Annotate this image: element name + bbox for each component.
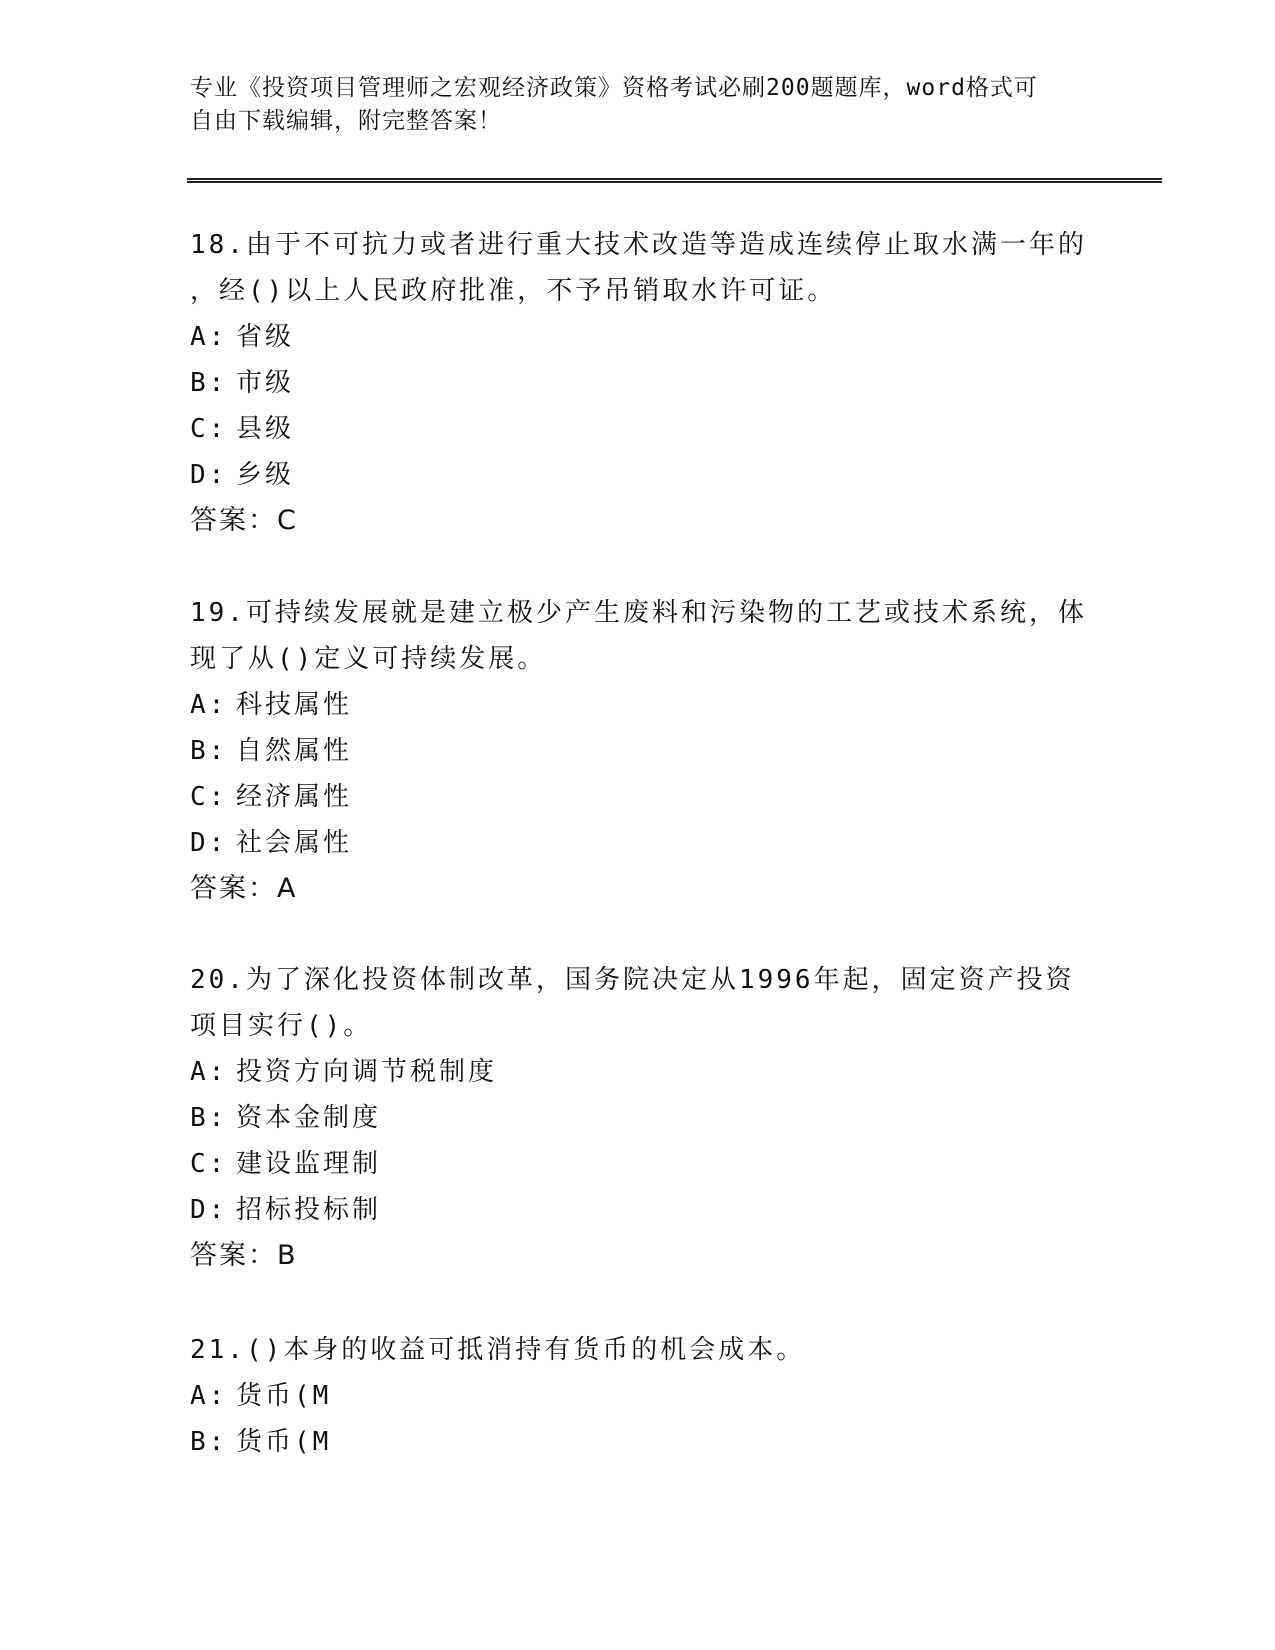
option-letter: D: xyxy=(190,828,228,858)
option-text: 乡级 xyxy=(236,460,295,490)
option-letter: C: xyxy=(190,782,228,812)
option-letter: C: xyxy=(190,1149,228,1179)
option-letter: B: xyxy=(190,1427,228,1457)
option-b xyxy=(190,1095,1090,1141)
question-text-line-1: 20.为了深化投资体制改革，国务院决定从1996年起，固定资产投资 xyxy=(190,965,1075,995)
option-letter: A: xyxy=(190,690,228,720)
question-19 xyxy=(190,590,1090,912)
option-letter: A: xyxy=(190,322,228,352)
option-letter: C: xyxy=(190,414,228,444)
option-letter: A: xyxy=(190,1381,228,1411)
question-20 xyxy=(190,957,1090,1279)
option-text: 县级 xyxy=(236,414,295,444)
option-text: 市级 xyxy=(236,368,295,398)
option-text: 经济属性 xyxy=(236,782,353,812)
option-text: 社会属性 xyxy=(236,828,353,858)
question-text-line-2: 现了从()定义可持续发展。 xyxy=(190,644,547,674)
option-text: 科技属性 xyxy=(236,690,353,720)
question-21 xyxy=(190,1327,1090,1465)
option-b xyxy=(190,728,1090,774)
document-header xyxy=(190,72,1090,138)
question-text-line-1: 18.由于不可抗力或者进行重大技术改造等造成连续停止取水满一年的 xyxy=(190,230,1087,260)
option-d xyxy=(190,1187,1090,1233)
option-text: 资本金制度 xyxy=(236,1103,382,1133)
answer-line: 答案：C xyxy=(190,505,298,536)
option-text: 货币(M xyxy=(236,1427,332,1457)
answer-line: 答案：A xyxy=(190,873,298,904)
option-text: 货币(M xyxy=(236,1381,332,1411)
option-a xyxy=(190,1049,1090,1095)
question-18 xyxy=(190,222,1090,544)
header-title-line-1: 专业《投资项目管理师之宏观经济政策》资格考试必刷200题题库，word格式可 xyxy=(190,75,1038,101)
option-text: 招标投标制 xyxy=(236,1195,382,1225)
option-letter: D: xyxy=(190,1195,228,1225)
option-text: 自然属性 xyxy=(236,736,353,766)
option-letter: A: xyxy=(190,1057,228,1087)
question-text-line-2: ，经()以上人民政府批准，不予吊销取水许可证。 xyxy=(190,276,837,306)
option-a xyxy=(190,682,1090,728)
option-b xyxy=(190,360,1090,406)
option-a xyxy=(190,1373,1090,1419)
answer-line: 答案：B xyxy=(190,1240,298,1271)
option-d xyxy=(190,820,1090,866)
header-title-line-2: 自由下载编辑，附完整答案！ xyxy=(190,108,502,134)
option-letter: B: xyxy=(190,736,228,766)
question-text-line-1: 21.()本身的收益可抵消持有货币的机会成本。 xyxy=(190,1335,806,1365)
option-c xyxy=(190,1141,1090,1187)
option-a xyxy=(190,314,1090,360)
question-text-line-1: 19.可持续发展就是建立极少产生废料和污染物的工艺或技术系统，体 xyxy=(190,598,1087,628)
question-text-line-2: 项目实行()。 xyxy=(190,1011,373,1041)
option-b xyxy=(190,1419,1090,1465)
header-double-rule xyxy=(187,178,1162,183)
option-text: 投资方向调节税制度 xyxy=(236,1057,498,1087)
option-c xyxy=(190,406,1090,452)
option-letter: D: xyxy=(190,460,228,490)
option-letter: B: xyxy=(190,368,228,398)
option-d xyxy=(190,452,1090,498)
option-letter: B: xyxy=(190,1103,228,1133)
option-text: 省级 xyxy=(236,322,295,352)
option-c xyxy=(190,774,1090,820)
option-text: 建设监理制 xyxy=(236,1149,382,1179)
